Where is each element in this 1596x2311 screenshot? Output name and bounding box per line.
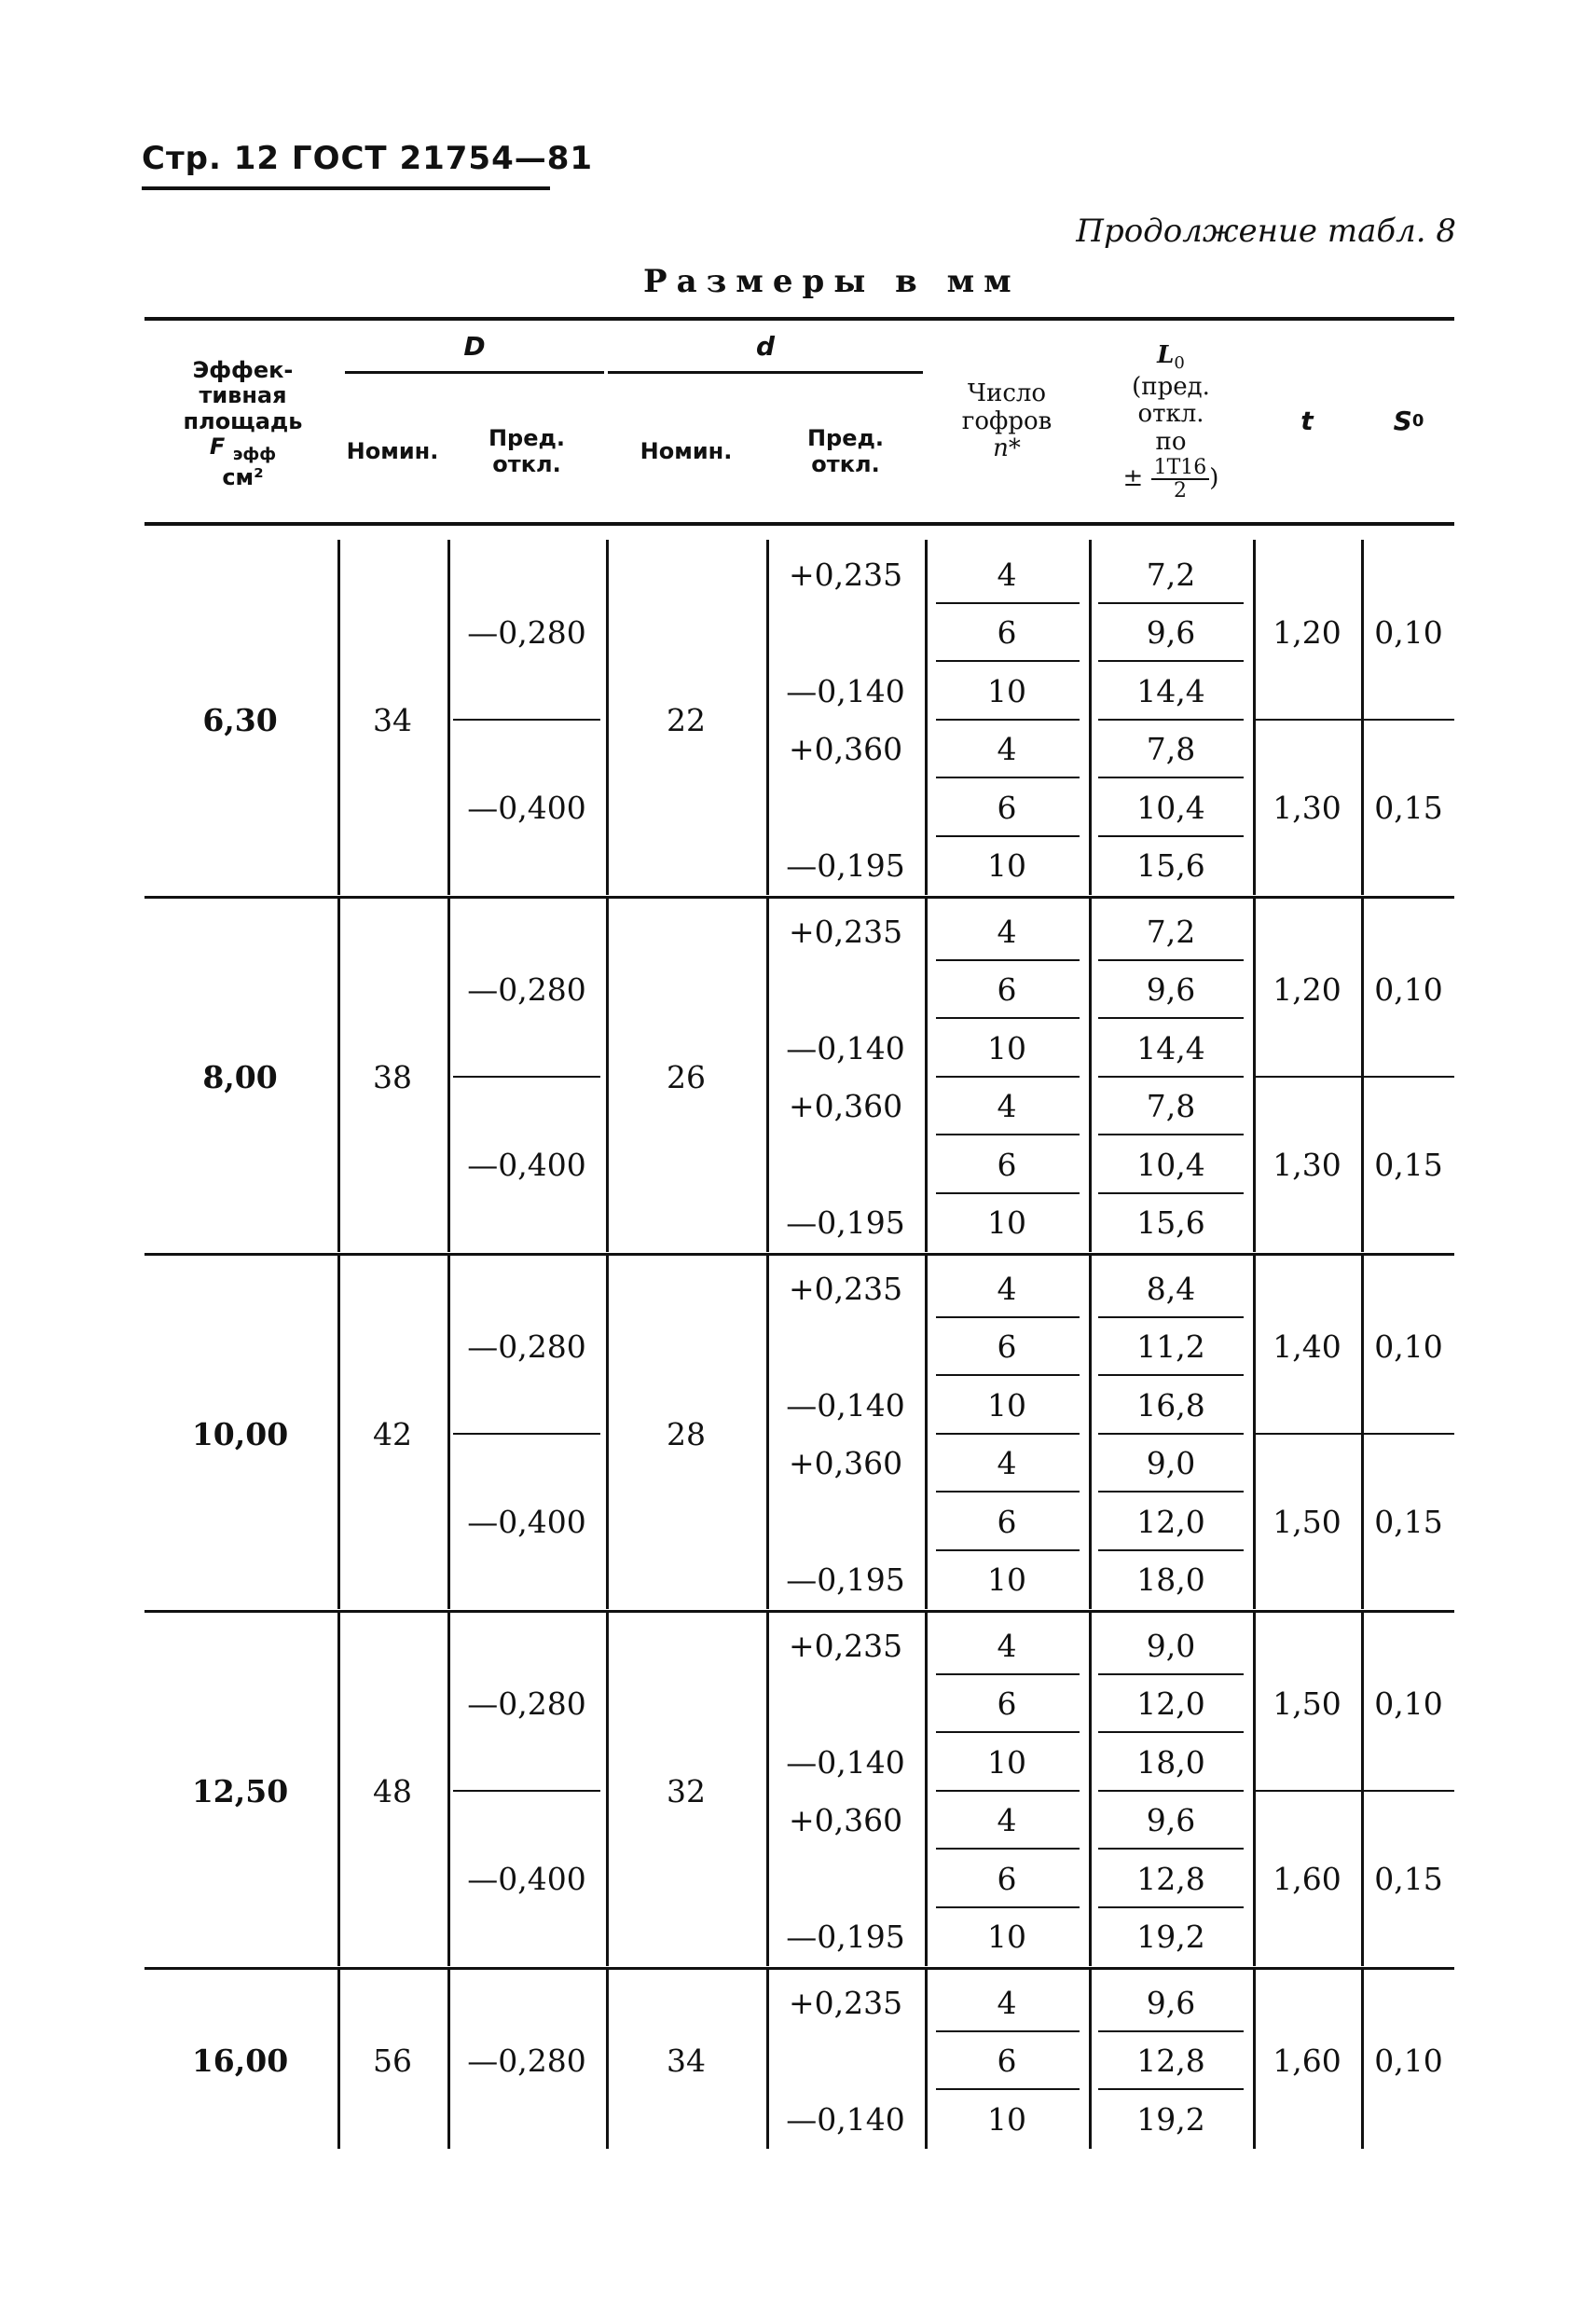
column-rule	[1253, 897, 1256, 1252]
corrugation-count-cell: 6	[997, 1328, 1017, 1366]
L0-cell: 15,6	[1136, 847, 1205, 885]
group-rule	[144, 1967, 1454, 1970]
header-L0-paren: )	[1209, 464, 1219, 493]
t-cell: 1,60	[1273, 2043, 1341, 2080]
D-deviation-cell: —0,280	[467, 1328, 586, 1366]
corrugation-count-cell: 10	[987, 1743, 1026, 1781]
column-rule	[606, 540, 609, 895]
D-nominal-cell: 34	[373, 702, 412, 738]
d-deviation-upper: +0,360	[788, 1088, 903, 1125]
d-nominal-cell: 26	[667, 1059, 706, 1095]
column-rule	[1361, 1968, 1364, 2149]
column-rule	[925, 540, 928, 895]
corrugation-count-cell: 6	[997, 1860, 1017, 1897]
L0-cell: 9,6	[1146, 1984, 1196, 2021]
column-rule	[1089, 1611, 1092, 1966]
corrugation-count-cell: 4	[997, 1802, 1017, 1839]
L0-cell: 9,6	[1146, 614, 1196, 652]
column-rule	[1253, 540, 1256, 895]
header-corrugations	[927, 322, 1087, 522]
L0-cell: 7,8	[1146, 1088, 1196, 1125]
d-deviation-upper: +0,235	[788, 1627, 903, 1664]
corrugation-count-cell: 6	[997, 971, 1017, 1009]
column-rule	[1089, 897, 1092, 1252]
t-cell: 1,50	[1273, 1685, 1341, 1723]
header-L0-letter: L	[1157, 340, 1175, 369]
header-d-deviation	[768, 382, 923, 522]
L0-cell: 19,2	[1136, 2100, 1205, 2138]
L0-cell: 9,0	[1146, 1445, 1196, 1482]
d-deviation-lower: —0,195	[786, 1561, 905, 1599]
D-deviation-cell: —0,400	[467, 1503, 586, 1540]
group-rule	[144, 1253, 1454, 1256]
L0-cell: 10,4	[1136, 789, 1205, 826]
header-L0-frac-num: 1T16	[1151, 457, 1210, 480]
column-rule	[925, 1254, 928, 1609]
d-deviation-upper: +0,360	[788, 731, 903, 768]
D-deviation-cell: —0,400	[467, 789, 586, 826]
units-caption: Размеры в мм	[643, 263, 1021, 300]
d-deviation-lower: —0,140	[786, 1386, 905, 1424]
header-D: D	[463, 330, 486, 362]
corrugation-count-cell: 10	[987, 1204, 1026, 1242]
effective-area-cell: 12,50	[191, 1773, 289, 1809]
t-cell: 1,50	[1273, 1503, 1341, 1540]
column-rule	[766, 1611, 769, 1966]
L0-cell: 18,0	[1136, 1743, 1205, 1781]
L0-cell: 11,2	[1136, 1328, 1205, 1366]
group-rule	[144, 896, 1454, 899]
L0-cell: 9,6	[1146, 1802, 1196, 1839]
corrugation-count-cell: 6	[997, 1685, 1017, 1723]
corrugation-count-cell: 4	[997, 731, 1017, 768]
column-rule	[1361, 540, 1364, 895]
column-rule	[1253, 1611, 1256, 1966]
d-deviation-lower: —0,140	[786, 672, 905, 709]
L0-cell: 12,0	[1136, 1685, 1205, 1723]
header-effective-area	[147, 336, 338, 513]
corrugation-count-cell: 10	[987, 2100, 1026, 2138]
column-rule	[1361, 897, 1364, 1252]
t-cell: 1,20	[1273, 614, 1341, 652]
D-nominal-cell: 56	[373, 2043, 412, 2080]
header-S0-sub: 0	[1411, 411, 1424, 432]
header-area-line-1: Эффек-	[192, 356, 294, 383]
column-rule	[1361, 1254, 1364, 1609]
L0-cell: 7,2	[1146, 556, 1196, 593]
d-deviation-upper: +0,235	[788, 1984, 903, 2021]
D-deviation-cell: —0,400	[467, 1146, 586, 1183]
S0-cell: 0,10	[1374, 971, 1443, 1009]
header-area-F: F	[209, 433, 226, 461]
d-deviation-upper: +0,235	[788, 1270, 903, 1307]
header-d-nominal: Номин.	[640, 438, 733, 465]
header-t: t	[1300, 406, 1314, 437]
corrugation-count-cell: 10	[987, 847, 1026, 885]
effective-area-cell: 6,30	[202, 702, 278, 738]
header-L0-sub: 0	[1174, 352, 1185, 373]
table-top-rule	[144, 317, 1454, 321]
S0-cell: 0,15	[1374, 789, 1443, 826]
d-nominal-cell: 22	[667, 702, 706, 738]
column-rule	[606, 1254, 609, 1609]
column-rule	[447, 540, 450, 895]
L0-cell: 10,4	[1136, 1146, 1205, 1183]
t-cell: 1,30	[1273, 1146, 1341, 1183]
header-d: d	[755, 330, 776, 362]
corrugation-count-cell: 6	[997, 789, 1017, 826]
header-corr-line-1: Число	[967, 378, 1047, 407]
column-rule	[447, 1254, 450, 1609]
column-rule	[337, 1968, 340, 2149]
d-deviation-lower: —0,140	[786, 1029, 905, 1066]
effective-area-cell: 16,00	[191, 2043, 289, 2080]
header-rule	[142, 186, 550, 190]
column-rule	[1089, 1968, 1092, 2149]
page-header: Стр. 12 ГОСТ 21754—81	[142, 140, 594, 177]
column-rule	[337, 1611, 340, 1966]
effective-area-cell: 8,00	[202, 1059, 278, 1095]
corrugation-count-cell: 4	[997, 913, 1017, 950]
d-deviation-upper: +0,360	[788, 1445, 903, 1482]
S0-cell: 0,15	[1374, 1146, 1443, 1183]
header-area-symbol	[210, 434, 276, 464]
corrugation-count-cell: 10	[987, 1561, 1026, 1599]
header-D-deviation	[449, 382, 604, 522]
column-rule	[1253, 1254, 1256, 1609]
d-group-rule	[608, 371, 923, 374]
d-deviation-lower: —0,140	[786, 1743, 905, 1781]
header-L0-fraction-line	[1123, 457, 1219, 502]
D-deviation-cell: —0,280	[467, 614, 586, 652]
L0-cell: 7,8	[1146, 731, 1196, 768]
t-cell: 1,30	[1273, 789, 1341, 826]
corrugation-count-cell: 6	[997, 1503, 1017, 1540]
D-nominal-cell: 48	[373, 1773, 412, 1809]
header-L0-symbol	[1157, 342, 1185, 374]
header-D-dev-line-2: откл.	[492, 451, 561, 477]
column-rule	[766, 1254, 769, 1609]
header-D-dev-line-1: Пред.	[488, 425, 566, 452]
corrugation-count-cell: 4	[997, 556, 1017, 593]
header-S0-letter: S	[1393, 406, 1412, 437]
D-deviation-cell: —0,400	[467, 1860, 586, 1897]
header-S0	[1363, 322, 1454, 522]
column-rule	[925, 1968, 928, 2149]
corrugation-count-cell: 4	[997, 1445, 1017, 1482]
d-nominal-cell: 34	[667, 2043, 706, 2080]
L0-cell: 14,4	[1136, 1029, 1205, 1066]
corrugation-count-cell: 6	[997, 1146, 1017, 1183]
header-area-units: см²	[222, 463, 264, 490]
column-rule	[1089, 1254, 1092, 1609]
L0-cell: 7,2	[1146, 913, 1196, 950]
continuation-note: Продолжение табл. 8	[1076, 213, 1456, 250]
D-nominal-cell: 42	[373, 1416, 412, 1452]
corrugation-count-cell: 4	[997, 1627, 1017, 1664]
group-rule	[144, 1610, 1454, 1613]
t-cell: 1,40	[1273, 1328, 1341, 1366]
header-L0	[1091, 322, 1251, 522]
d-deviation-upper: +0,235	[788, 913, 903, 950]
column-rule	[766, 540, 769, 895]
d-nominal-cell: 28	[667, 1416, 706, 1452]
column-rule	[447, 1968, 450, 2149]
L0-cell: 9,6	[1146, 971, 1196, 1009]
S0-cell: 0,10	[1374, 2043, 1443, 2080]
d-deviation-upper: +0,235	[788, 556, 903, 593]
column-rule	[925, 897, 928, 1252]
L0-cell: 8,4	[1146, 1270, 1196, 1307]
S0-cell: 0,10	[1374, 1685, 1443, 1723]
L0-cell: 12,0	[1136, 1503, 1205, 1540]
column-rule	[1089, 540, 1092, 895]
header-area-line-2: тивная	[199, 382, 287, 409]
d-deviation-upper: +0,360	[788, 1802, 903, 1839]
column-rule	[1253, 1968, 1256, 2149]
column-rule	[766, 1968, 769, 2149]
header-area-line-3: площадь	[183, 407, 303, 434]
header-L0-fraction	[1151, 457, 1210, 502]
d-deviation-lower: —0,195	[786, 1204, 905, 1242]
corrugation-count-cell: 10	[987, 1919, 1026, 1956]
column-rule	[766, 897, 769, 1252]
d-deviation-lower: —0,140	[786, 2100, 905, 2138]
d-nominal-cell: 32	[667, 1773, 706, 1809]
column-rule	[606, 1611, 609, 1966]
header-corr-line-2: гофров	[961, 406, 1053, 435]
column-rule	[337, 1254, 340, 1609]
corrugation-count-cell: 6	[997, 2043, 1017, 2080]
S0-cell: 0,15	[1374, 1503, 1443, 1540]
d-deviation-lower: —0,195	[786, 1919, 905, 1956]
header-d-dev-line-2: откл.	[811, 451, 880, 477]
column-rule	[447, 897, 450, 1252]
t-cell: 1,20	[1273, 971, 1341, 1009]
corrugation-count-cell: 4	[997, 1270, 1017, 1307]
header-D-nominal: Номин.	[346, 438, 439, 465]
S0-cell: 0,10	[1374, 1328, 1443, 1366]
corrugation-count-cell: 4	[997, 1088, 1017, 1125]
column-rule	[337, 897, 340, 1252]
D-deviation-cell: —0,280	[467, 971, 586, 1009]
corrugation-count-cell: 6	[997, 614, 1017, 652]
header-L0-line-4: по	[1155, 428, 1187, 457]
L0-cell: 19,2	[1136, 1919, 1205, 1956]
column-rule	[606, 897, 609, 1252]
header-L0-pm: ±	[1122, 464, 1144, 493]
L0-cell: 15,6	[1136, 1204, 1205, 1242]
L0-cell: 18,0	[1136, 1561, 1205, 1599]
column-rule	[337, 540, 340, 895]
L0-cell: 14,4	[1136, 672, 1205, 709]
D-deviation-cell: —0,280	[467, 1685, 586, 1723]
t-cell: 1,60	[1273, 1860, 1341, 1897]
header-L0-line-2: (пред.	[1132, 372, 1210, 401]
column-rule	[606, 1968, 609, 2149]
column-rule	[447, 1611, 450, 1966]
L0-cell: 12,8	[1136, 1860, 1205, 1897]
corrugation-count-cell: 4	[997, 1984, 1017, 2021]
header-d-dev-line-1: Пред.	[806, 425, 885, 452]
D-nominal-cell: 38	[373, 1059, 412, 1095]
d-deviation-lower: —0,195	[786, 847, 905, 885]
header-L0-frac-den: 2	[1173, 479, 1187, 503]
column-rule	[1361, 1611, 1364, 1966]
header-L0-line-3: откл.	[1137, 400, 1204, 429]
D-deviation-cell: —0,280	[467, 2043, 586, 2080]
S0-cell: 0,15	[1374, 1860, 1443, 1897]
corrugation-count-cell: 10	[987, 1029, 1026, 1066]
L0-cell: 9,0	[1146, 1627, 1196, 1664]
header-area-sub: эфф	[232, 445, 277, 465]
column-rule	[925, 1611, 928, 1966]
L0-cell: 12,8	[1136, 2043, 1205, 2080]
corrugation-count-cell: 10	[987, 672, 1026, 709]
effective-area-cell: 10,00	[191, 1416, 289, 1452]
L0-cell: 16,8	[1136, 1386, 1205, 1424]
header-corr-line-3: n*	[993, 434, 1021, 463]
corrugation-count-cell: 10	[987, 1386, 1026, 1424]
header-bottom-rule	[144, 522, 1454, 526]
S0-cell: 0,10	[1374, 614, 1443, 652]
D-group-rule	[345, 371, 604, 374]
